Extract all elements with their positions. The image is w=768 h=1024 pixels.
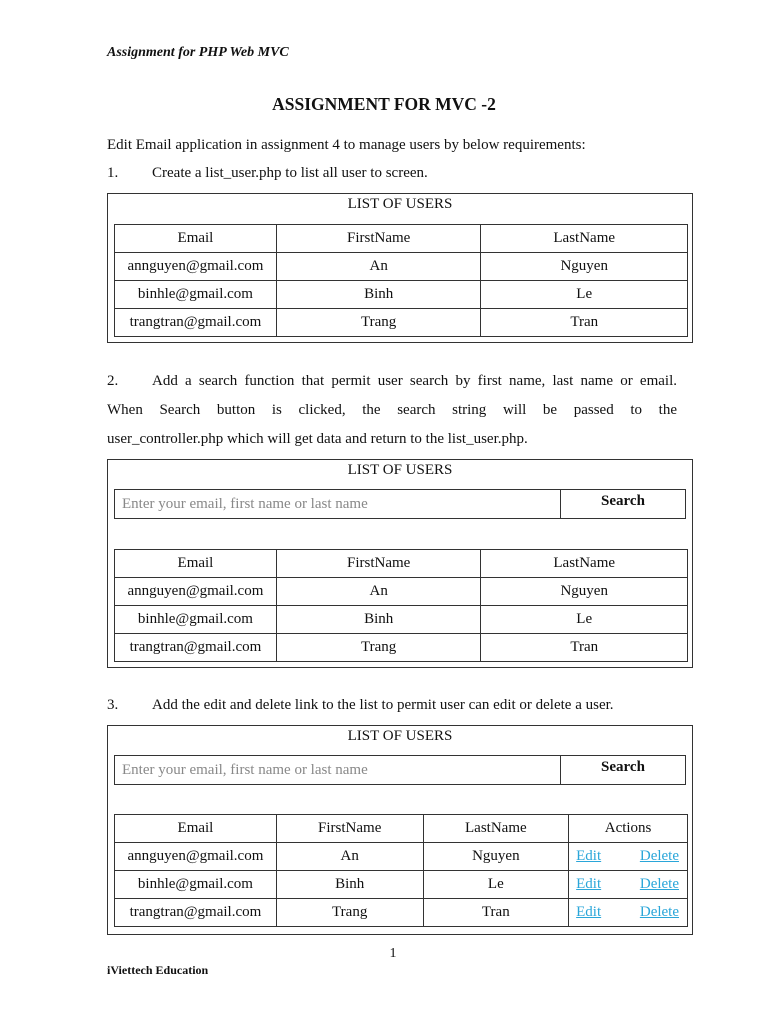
cell-firstname: Trang	[276, 899, 423, 927]
table-row	[115, 634, 688, 662]
column-header-email: Email	[115, 225, 277, 253]
list-title: LIST OF USERS	[347, 196, 453, 212]
cell-email: binhle@gmail.com	[115, 606, 277, 634]
step-1	[107, 165, 428, 182]
column-header-firstname: FirstName	[276, 225, 481, 253]
search-button[interactable]: Search	[561, 756, 685, 784]
edit-link[interactable]: Edit	[576, 904, 602, 920]
step-text: Add the edit and delete link to the list to permit user can edit or delete a user.	[152, 697, 614, 713]
user-list-box-1	[107, 193, 693, 343]
cell-firstname: Trang	[276, 309, 481, 337]
column-header-lastname: LastName	[423, 815, 569, 843]
list-title: LIST OF USERS	[347, 462, 453, 478]
cell-lastname: Tran	[423, 899, 569, 927]
search-button[interactable]: Search	[561, 490, 685, 518]
cell-lastname: Le	[481, 606, 688, 634]
step-number: 3.	[107, 697, 119, 713]
table-header-row	[115, 225, 688, 253]
column-header-lastname: LastName	[481, 225, 688, 253]
user-list-box-2	[107, 459, 693, 668]
table-row	[115, 899, 688, 927]
cell-actions	[569, 843, 688, 871]
step-text: Add a search function that permit user search by first name, last name or email.	[152, 373, 677, 389]
cell-email: annguyen@gmail.com	[115, 253, 277, 281]
edit-link[interactable]: Edit	[576, 876, 602, 892]
cell-firstname: An	[276, 578, 481, 606]
cell-email: trangtran@gmail.com	[115, 899, 277, 927]
search-bar	[114, 755, 686, 785]
table-row	[115, 309, 688, 337]
cell-actions	[569, 899, 688, 927]
cell-lastname: Nguyen	[423, 843, 569, 871]
cell-email: annguyen@gmail.com	[115, 578, 277, 606]
search-bar	[114, 489, 686, 519]
cell-lastname: Le	[481, 281, 688, 309]
column-header-email: Email	[115, 550, 277, 578]
document-footer: iViettech Education	[107, 963, 209, 977]
edit-link[interactable]: Edit	[576, 848, 602, 864]
table-header-row	[115, 550, 688, 578]
column-header-firstname: FirstName	[276, 550, 481, 578]
search-input[interactable]	[115, 490, 561, 518]
column-header-actions: Actions	[569, 815, 688, 843]
intro-text: Edit Email application in assignment 4 to manage users by below requirements:	[107, 137, 586, 153]
cell-lastname: Nguyen	[481, 253, 688, 281]
cell-email: trangtran@gmail.com	[115, 634, 277, 662]
column-header-lastname: LastName	[481, 550, 688, 578]
step-2-line-2: When Search button is clicked, the search string will be passed to the	[107, 402, 677, 418]
column-header-firstname: FirstName	[276, 815, 423, 843]
delete-link[interactable]: Delete	[639, 904, 679, 920]
step-2	[107, 373, 677, 390]
users-table	[114, 814, 688, 927]
table-row	[115, 253, 688, 281]
cell-lastname: Le	[423, 871, 569, 899]
page-title: ASSIGNMENT FOR MVC -2	[272, 94, 496, 114]
table-row	[115, 871, 688, 899]
users-table	[114, 549, 688, 662]
cell-lastname: Nguyen	[481, 578, 688, 606]
step-2-line-3: user_controller.php which will get data and return to the list_user.php.	[107, 431, 528, 447]
search-input[interactable]	[115, 756, 561, 784]
list-title: LIST OF USERS	[347, 728, 453, 744]
cell-firstname: An	[276, 253, 481, 281]
step-number: 1.	[107, 165, 119, 181]
table-row	[115, 578, 688, 606]
document-header: Assignment for PHP Web MVC	[107, 45, 289, 60]
table-row	[115, 281, 688, 309]
cell-firstname: An	[276, 843, 423, 871]
column-header-email: Email	[115, 815, 277, 843]
cell-lastname: Tran	[481, 309, 688, 337]
cell-lastname: Tran	[481, 634, 688, 662]
step-number: 2.	[107, 373, 119, 389]
cell-email: binhle@gmail.com	[115, 281, 277, 309]
cell-firstname: Binh	[276, 606, 481, 634]
user-list-box-3	[107, 725, 693, 935]
table-header-row	[115, 815, 688, 843]
cell-email: trangtran@gmail.com	[115, 309, 277, 337]
users-table	[114, 224, 688, 337]
cell-actions	[569, 871, 688, 899]
table-row	[115, 843, 688, 871]
table-row	[115, 606, 688, 634]
cell-firstname: Binh	[276, 871, 423, 899]
delete-link[interactable]: Delete	[639, 876, 679, 892]
step-3	[107, 697, 614, 714]
cell-firstname: Trang	[276, 634, 481, 662]
page-number: 1	[389, 946, 397, 961]
cell-email: binhle@gmail.com	[115, 871, 277, 899]
cell-firstname: Binh	[276, 281, 481, 309]
delete-link[interactable]: Delete	[639, 848, 679, 864]
step-text: Create a list_user.php to list all user to screen.	[152, 165, 428, 181]
cell-email: annguyen@gmail.com	[115, 843, 277, 871]
